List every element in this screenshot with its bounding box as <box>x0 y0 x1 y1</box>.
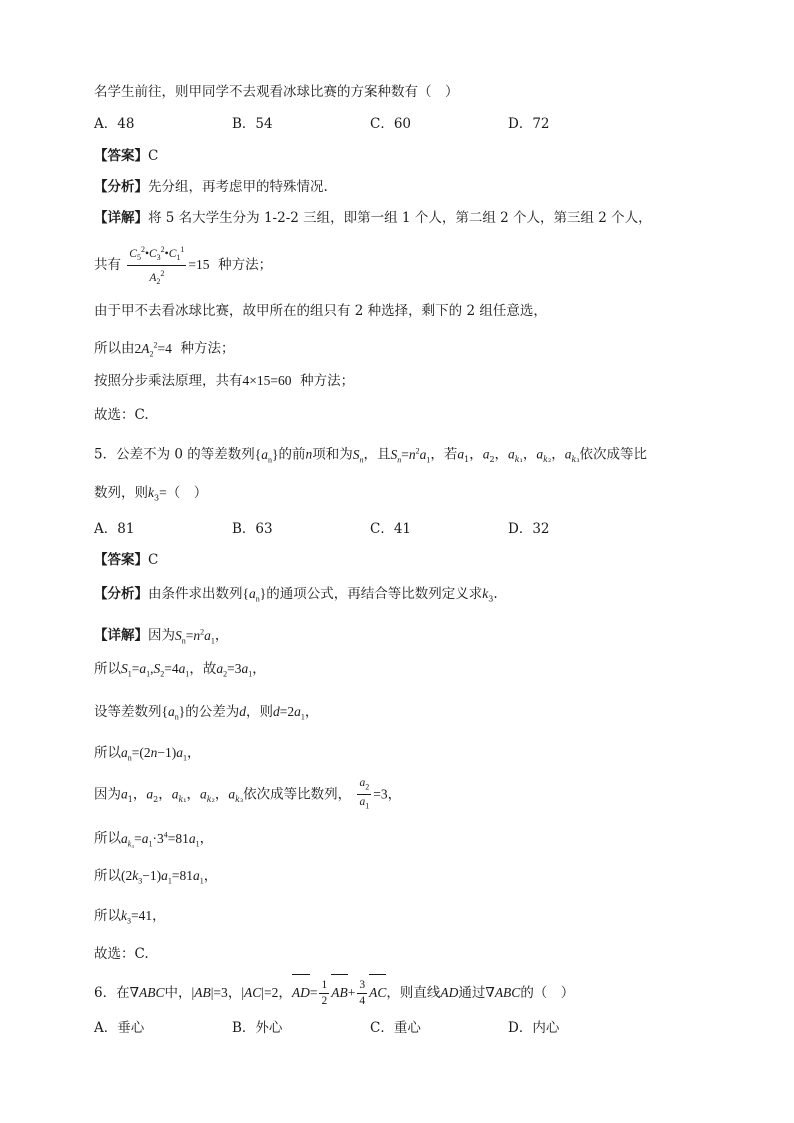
q5-option-a[interactable]: A．81 <box>94 521 135 537</box>
q5-stem-1: 5．公差不为 0 的等差数列$\{a_n\}$的前n项和为$S_n$，且$S_n=n^2a_1$，若$a_1$，$a_2$，$a_{k_1}$，$a_{k_2}$，$a_{k_3}$依次成等比 <box>94 446 648 465</box>
q4-stem: 名学生前往，则甲同学不去观看冰球比赛的方案种数有（ ） <box>94 84 459 100</box>
q5-option-b[interactable]: B．63 <box>232 521 273 537</box>
q5-stem-2: 数列，则$k_3=$（ ） <box>94 485 208 503</box>
q6-stem: 6．在∇ABC中，|AB|=3，|AC|=2，AD= $\frac{1}{2}$ AB+ $\frac{3}{4}$ AC，则直线AD通过∇ABC的（ ） <box>94 976 734 1010</box>
q4-detail-3: 由于甲不去看冰球比赛，故甲所在的组只有 2 种选择，剩下的 2 组任意选， <box>94 303 547 319</box>
q5-detail-5: 因为$a_1$，$a_2$，$a_{k_1}$，$a_{k_2}$，$a_{k_3}$依次成等比数列， $\frac{a_2}{a_1}$ =3， <box>94 776 734 818</box>
q6-option-b[interactable]: B．外心 <box>232 1020 283 1036</box>
q6-option-a[interactable]: A．垂心 <box>94 1020 145 1036</box>
q4-conclusion: 故选：C. <box>94 407 149 423</box>
q4-option-b[interactable]: B．54 <box>232 116 273 132</box>
q6-option-d[interactable]: D．内心 <box>508 1020 560 1036</box>
q4-option-d[interactable]: D．72 <box>508 116 550 132</box>
q5-analysis: 【分析】由条件求出数列$\{a_n\}$的通项公式，再结合等比数列定义求$k_3$. <box>94 586 498 604</box>
q5-option-c[interactable]: C．41 <box>370 521 412 537</box>
q4-detail-2: 共有 $\frac{C_5^2•C_3^2•C_1^1}{A_2^2}$ =15 种方法； <box>94 242 734 289</box>
q5-detail-6: 所以$a_{k_3}=a_1\cdot 3^4=81a_1$， <box>94 830 214 849</box>
q5-option-d[interactable]: D．32 <box>508 521 550 537</box>
q6-option-c[interactable]: C．重心 <box>370 1020 421 1036</box>
q4-option-c[interactable]: C．60 <box>370 116 412 132</box>
q5-conclusion: 故选：C. <box>94 946 149 962</box>
q4-option-a[interactable]: A．48 <box>94 116 135 132</box>
q5-detail-3: 设等差数列$\{a_n\}$的公差为d，则$d=2a_1$， <box>94 704 319 722</box>
q5-detail-7: 所以$(2k_3-1)a_1=81a_1$， <box>94 868 218 886</box>
q4-detail-1: 【详解】将 5 名大学生分为 1-2-2 三组，即第一组 1 个人，第二组 2 个人，第三组 2 个人， <box>94 210 652 226</box>
q4-answer: 【答案】C <box>94 148 159 164</box>
q5-detail-4: 所以$a_n=(2n-1)a_1$， <box>94 745 201 763</box>
q4-combination-fraction: $\frac{C_5^2•C_3^2•C_1^1}{A_2^2}$ <box>127 242 186 289</box>
q4-analysis: 【分析】先分组，再考虑甲的特殊情况. <box>94 179 328 195</box>
q5-ratio-fraction: $\frac{a_2}{a_1}$ <box>359 777 370 811</box>
q4-detail-5: 按照分步乘法原理，共有4×15=60 种方法； <box>94 373 355 389</box>
q5-detail-1: 【详解】因为$S_n=n^2a_1$， <box>94 627 229 646</box>
q5-detail-2: 所以$S_1=a_1,S_2=4a_1$，故$a_2=3a_1$， <box>94 661 266 679</box>
q4-detail-4: 所以由$2A_2^2=4$ 种方法； <box>94 340 235 359</box>
q5-answer: 【答案】C <box>94 552 159 568</box>
q5-detail-8: 所以$k_3=41$， <box>94 908 166 926</box>
